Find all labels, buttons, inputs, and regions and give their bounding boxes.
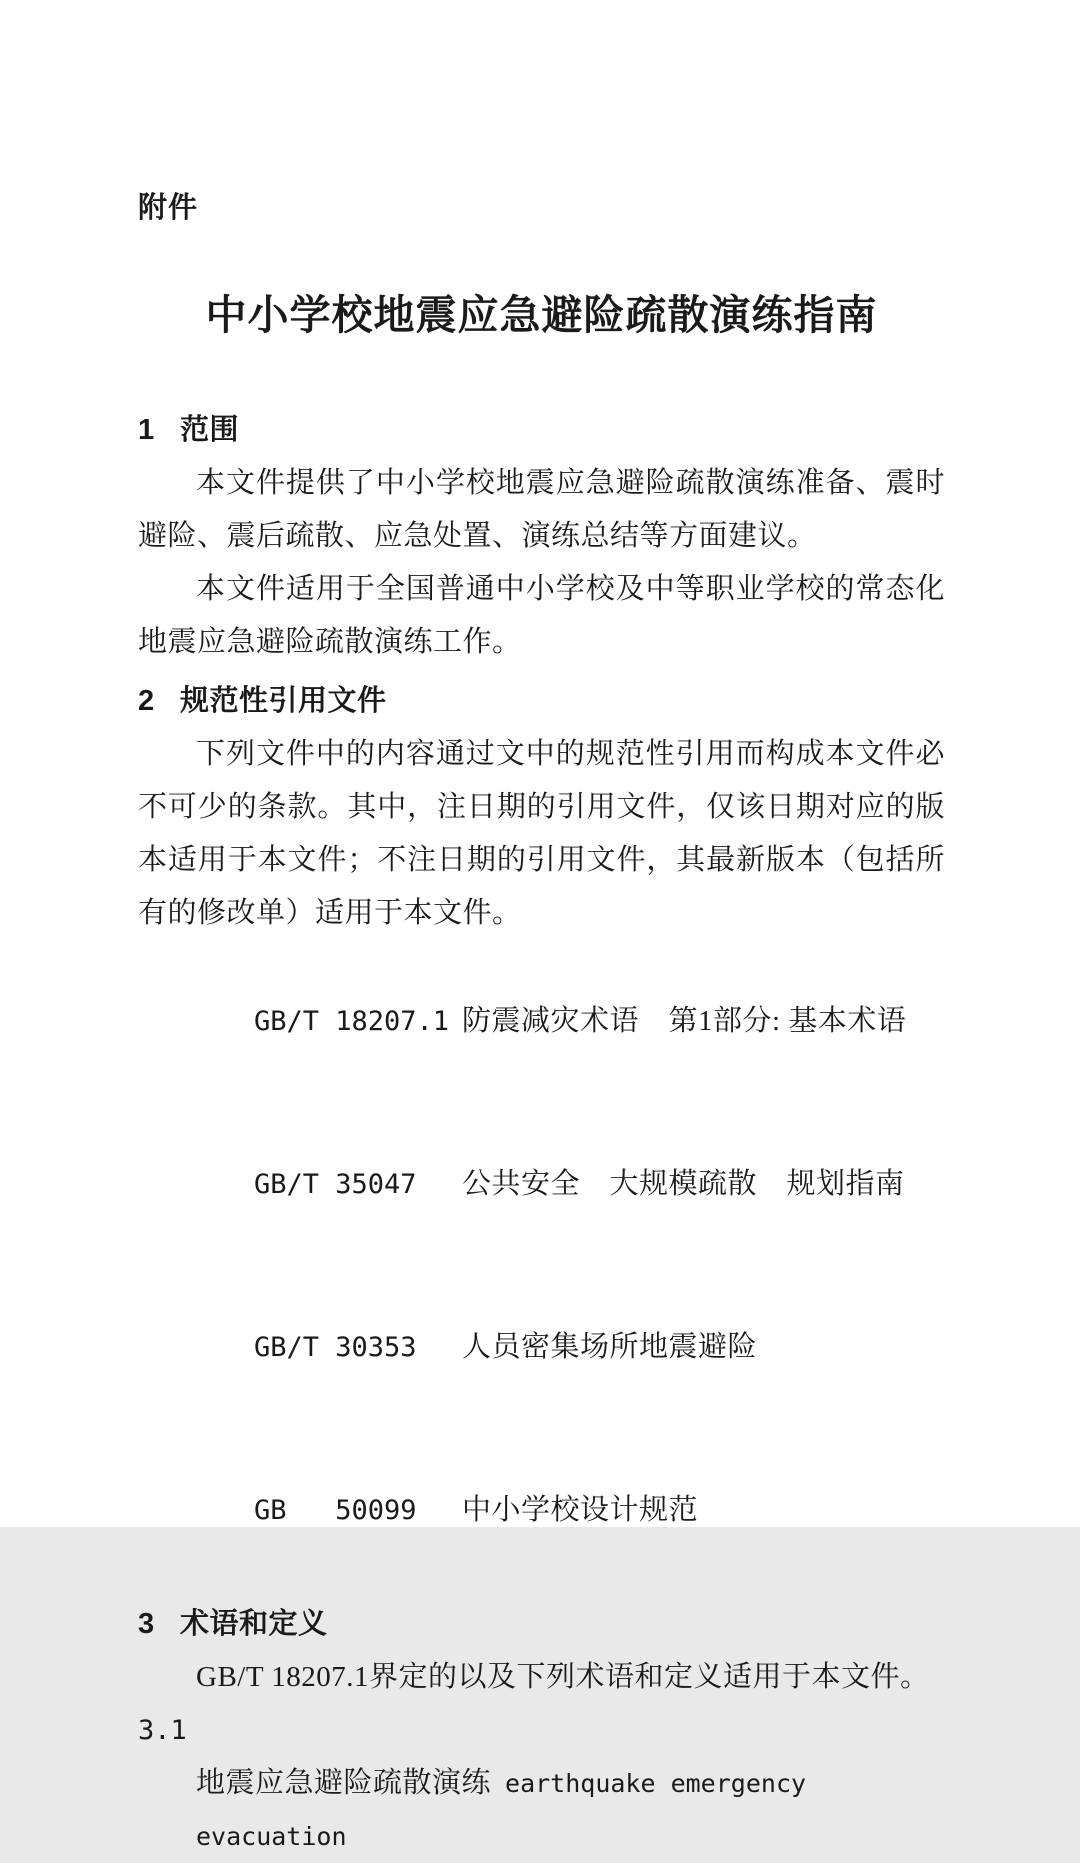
reference-code: GB 50099 [254,1495,417,1526]
reference-title: 公共安全 大规模疏散 规划指南 [462,1168,905,1200]
reference-title: 人员密集场所地震避险 [462,1331,758,1363]
reference-code: GB/T 35047 [254,1169,417,1200]
section-3-paragraph-1: GB/T 18207.1界定的以及下列术语和定义适用于本文件。 [196,1661,930,1693]
section-2-title: 规范性引用文件 [180,685,387,717]
term-number: 3.1 [138,1715,187,1746]
section-2-paragraph-1: 下列文件中的内容通过文中的规范性引用而构成本文件必不可少的条款。其中，注日期的引用文件，仅该日期对应的版本适用于本文件；不注日期的引用文件，其最新版本（包括所有的修改单）适用于本文件。 [138,738,945,929]
section-1-number: 1 [138,414,155,446]
section-2-number: 2 [138,685,155,717]
section-2-heading [138,675,945,728]
section-1-title: 范围 [180,414,240,446]
section-1-paragraph-1: 本文件提供了中小学校地震应急避险疏散演练准备、震时避险、震后疏散、应急处置、演练总结等方面建议。 [138,467,945,552]
section-1-heading [138,404,945,457]
reference-code: GB/T 18207.1 [254,1006,450,1037]
section-3-title: 术语和定义 [180,1608,328,1640]
section-terms-definitions [138,1598,945,1863]
document-title: 中小学校地震应急避险疏散演练指南 [205,292,878,338]
reference-code: GB/T 30353 [254,1332,417,1363]
section-normative-references [138,675,945,1592]
term-name-english: earthquake emergency evacuation [196,1769,807,1851]
section-scope [138,404,945,669]
term-name-chinese: 地震应急避险疏散演练 [196,1767,492,1799]
reference-item [138,1266,945,1429]
term-definition-line [138,1757,945,1863]
attachment-label: 附件 [138,192,199,224]
reference-item [138,1429,945,1592]
section-3-heading [138,1598,945,1651]
reference-item [138,1103,945,1266]
reference-title: 防震减灾术语 第1部分: 基本术语 [462,1005,907,1037]
section-3-number: 3 [138,1608,155,1640]
reference-item [138,940,945,1103]
section-1-paragraph-2: 本文件适用于全国普通中小学校及中等职业学校的常态化地震应急避险疏散演练工作。 [138,573,945,658]
reference-title: 中小学校设计规范 [462,1494,699,1526]
